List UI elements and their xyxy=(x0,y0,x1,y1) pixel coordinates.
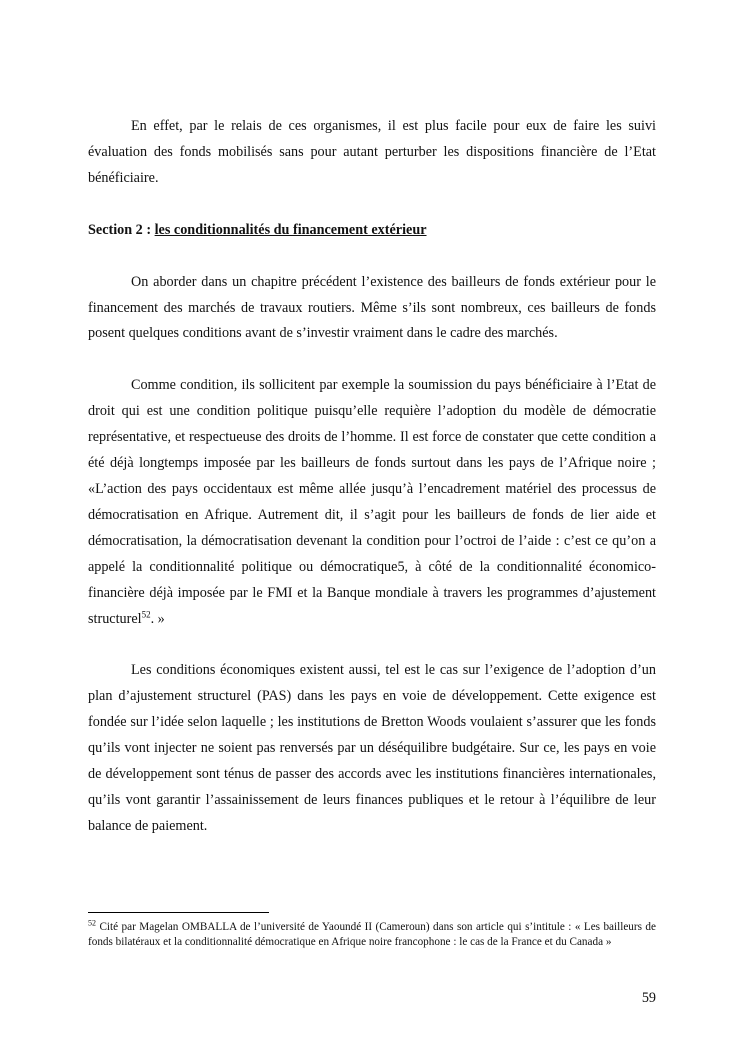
footnote-marker: 52 xyxy=(88,918,96,928)
footnote xyxy=(88,920,656,950)
paragraph-2: On aborder dans un chapitre précédent l’existence des bailleurs de fonds extérieur pour le financement des marchés de travaux routiers. Même s’ils sont nombreux, ces bailleurs de fonds posent quelques conditions avant de s’investir vraiment dans le cadre des marchés. xyxy=(88,273,656,342)
paragraph-4: Les conditions économiques existent aussi, tel est le cas sur l’exigence de l’adoption d’un plan d’ajustement structurel (PAS) dans les pays en voie de développement. Cette exigence est fondée sur l’idée selon laquelle ; les institutions de Bretton Woods voulaient s’assurer que les fonds qu’ils vont injecter ne soient pas renversés par un déséquilibre budgétaire. Sur ce, les pays en voie de développement sont ténus de passer des accords avec les institutions financières internationales, qu’ils vont garantir l’assainissement de leurs finances publiques et le retour à l’équilibre de leur balance de paiement. xyxy=(88,662,656,834)
footnote-reference: 52 xyxy=(141,608,151,619)
section-title: les conditionnalités du financement extérieur xyxy=(154,221,427,238)
paragraph-3 xyxy=(88,373,656,632)
footnote-separator xyxy=(88,912,269,913)
paragraph-3-end: . » xyxy=(150,610,165,627)
page-number: 59 xyxy=(641,990,656,1006)
footnote-text: Cité par Magelan OMBALLA de l’université de Yaoundé II (Cameroun) dans son article qui s’intitule : « Les bailleurs de fonds bilatéraux et la conditionnalité démocratique en Afrique noire francophone : le cas de la France et du Canada » xyxy=(88,921,656,948)
section-heading xyxy=(88,218,656,244)
page-body xyxy=(88,114,656,840)
paragraph-1: En effet, par le relais de ces organismes, il est plus facile pour eux de faire les suivi évaluation des fonds mobilisés sans pour autant perturber les dispositions financière de l’Etat bénéficiaire. xyxy=(88,118,656,186)
paragraph-3-text: Comme condition, ils sollicitent par exemple la soumission du pays bénéficiaire à l’Etat de droit qui est une condition politique puisqu’elle requière l’adoption du modèle de démocratie représentative, et respectueuse des droits de l’homme. Il est force de constater que cette condition a été déjà longtemps imposée par les bailleurs de fonds surtout dans les pays de l’Afrique noire ; «L’action des pays occidentaux est même allée jusqu’à l’encadrement matériel des processus de démocratisation en Afrique. Autrement dit, il s’agit pour les bailleurs de fonds de lier aide et démocratisation, la démocratisation devenant la condition pour l’octroi de l’aide : c’est ce qu’on a appelé la conditionnalité politique ou démocratique5, à côté de la conditionnalité économico-financière déjà imposée par le FMI et la Banque mondiale à travers les programmes d’ajustement structurel xyxy=(88,377,656,627)
section-label: Section 2 : xyxy=(88,221,155,238)
